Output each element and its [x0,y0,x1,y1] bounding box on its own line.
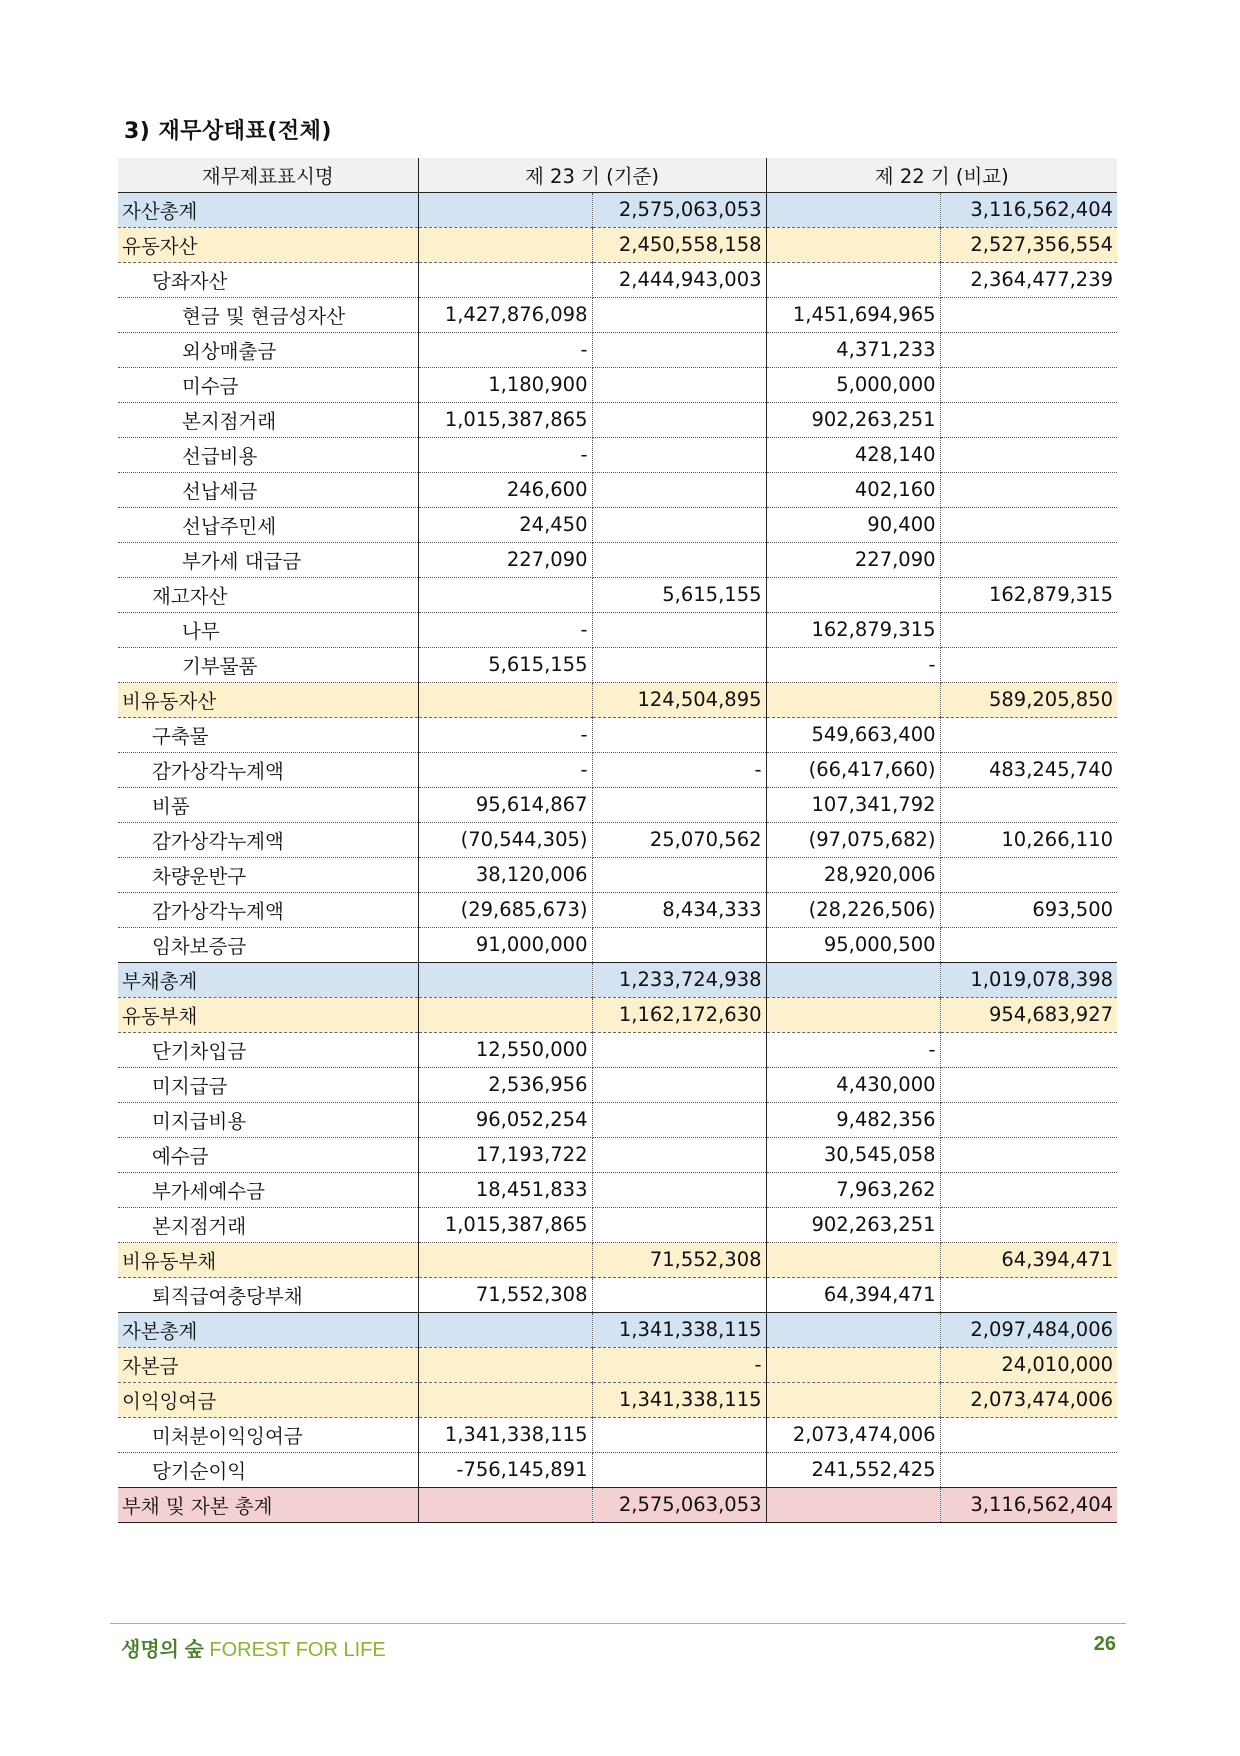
current-detail-cell: - [418,612,592,647]
account-name-cell: 자본총계 [118,1312,418,1347]
account-name-cell: 부채총계 [118,962,418,997]
previous-subtotal-cell: 483,245,740 [940,752,1117,787]
table-row [118,1417,1117,1452]
table-row [118,1312,1117,1347]
current-subtotal-cell [592,717,766,752]
previous-detail-cell: (97,075,682) [766,822,940,857]
current-subtotal-cell: - [592,1347,766,1382]
table-row [118,1172,1117,1207]
current-detail-cell: 71,552,308 [418,1277,592,1312]
current-subtotal-cell [592,367,766,402]
account-name-cell: 미지급비용 [118,1102,418,1137]
current-subtotal-cell [592,507,766,542]
previous-subtotal-cell [940,1102,1117,1137]
footer-org-english: FOREST FOR LIFE [209,1639,386,1661]
current-detail-cell: 1,015,387,865 [418,1207,592,1242]
table-row [118,472,1117,507]
account-name-cell: 미수금 [118,367,418,402]
previous-detail-cell [766,227,940,262]
current-detail-cell: 1,427,876,098 [418,297,592,332]
current-detail-cell: 227,090 [418,542,592,577]
current-detail-cell: (29,685,673) [418,892,592,927]
current-subtotal-cell [592,1277,766,1312]
previous-detail-cell: 902,263,251 [766,402,940,437]
table-row [118,297,1117,332]
previous-detail-cell [766,192,940,227]
current-subtotal-cell [592,612,766,647]
current-detail-cell: - [418,717,592,752]
current-detail-cell [418,962,592,997]
account-name-cell: 임차보증금 [118,927,418,962]
table-row [118,1067,1117,1102]
previous-detail-cell: 90,400 [766,507,940,542]
table-row [118,1032,1117,1067]
current-subtotal-cell [592,437,766,472]
table-row [118,612,1117,647]
table-row [118,1137,1117,1172]
previous-subtotal-cell: 3,116,562,404 [940,192,1117,227]
current-detail-cell: 18,451,833 [418,1172,592,1207]
previous-detail-cell: 28,920,006 [766,857,940,892]
previous-detail-cell: 2,073,474,006 [766,1417,940,1452]
previous-subtotal-cell: 2,097,484,006 [940,1312,1117,1347]
account-name-cell: 감가상각누계액 [118,892,418,927]
table-row [118,1207,1117,1242]
account-name-cell: 외상매출금 [118,332,418,367]
current-subtotal-cell: 1,341,338,115 [592,1312,766,1347]
current-detail-cell [418,262,592,297]
current-detail-cell: 5,615,155 [418,647,592,682]
account-name-cell: 부채 및 자본 총계 [118,1487,418,1522]
table-row [118,1277,1117,1312]
table-row [118,822,1117,857]
previous-detail-cell [766,577,940,612]
table-row [118,1487,1117,1522]
account-name-cell: 기부물품 [118,647,418,682]
previous-subtotal-cell [940,927,1117,962]
previous-subtotal-cell [940,1067,1117,1102]
account-name-cell: 선급비용 [118,437,418,472]
previous-detail-cell: 5,000,000 [766,367,940,402]
current-detail-cell [418,997,592,1032]
current-detail-cell [418,192,592,227]
previous-subtotal-cell [940,542,1117,577]
account-name-cell: 단기차입금 [118,1032,418,1067]
previous-detail-cell [766,1382,940,1417]
current-subtotal-cell: 1,341,338,115 [592,1382,766,1417]
table-row [118,997,1117,1032]
table-row [118,962,1117,997]
previous-detail-cell [766,1347,940,1382]
table-row [118,752,1117,787]
table-row [118,367,1117,402]
current-detail-cell [418,1382,592,1417]
previous-subtotal-cell [940,612,1117,647]
previous-subtotal-cell [940,1207,1117,1242]
table-row [118,717,1117,752]
current-detail-cell [418,227,592,262]
table-row [118,892,1117,927]
account-name-cell: 비품 [118,787,418,822]
table-row [118,437,1117,472]
previous-detail-cell: 64,394,471 [766,1277,940,1312]
table-row [118,402,1117,437]
previous-detail-cell: 7,963,262 [766,1172,940,1207]
account-name-cell: 부가세 대급금 [118,542,418,577]
account-name-cell: 본지점거래 [118,402,418,437]
table-row [118,227,1117,262]
footer-brand [121,1633,386,1662]
current-subtotal-cell [592,472,766,507]
current-subtotal-cell [592,1067,766,1102]
table-row [118,542,1117,577]
table-body [118,192,1117,1522]
previous-subtotal-cell [940,1417,1117,1452]
previous-subtotal-cell: 64,394,471 [940,1242,1117,1277]
previous-detail-cell: 30,545,058 [766,1137,940,1172]
current-detail-cell [418,1347,592,1382]
account-name-cell: 본지점거래 [118,1207,418,1242]
previous-subtotal-cell [940,402,1117,437]
footer-divider [110,1623,1126,1624]
current-subtotal-cell: 2,575,063,053 [592,192,766,227]
account-name-cell: 나무 [118,612,418,647]
previous-detail-cell: 428,140 [766,437,940,472]
current-detail-cell: - [418,332,592,367]
account-name-cell: 감가상각누계액 [118,752,418,787]
account-name-cell: 부가세예수금 [118,1172,418,1207]
current-subtotal-cell [592,542,766,577]
account-name-cell: 현금 및 현금성자산 [118,297,418,332]
table-header-row [118,158,1117,192]
current-detail-cell: (70,544,305) [418,822,592,857]
previous-subtotal-cell: 693,500 [940,892,1117,927]
table-row [118,682,1117,717]
current-subtotal-cell [592,1032,766,1067]
table-row [118,927,1117,962]
current-detail-cell: 91,000,000 [418,927,592,962]
current-subtotal-cell [592,1452,766,1487]
table-row [118,647,1117,682]
previous-subtotal-cell [940,647,1117,682]
current-subtotal-cell: 25,070,562 [592,822,766,857]
financial-position-table [118,158,1117,1523]
header-current-period: 제 23 기 (기준) [418,158,766,192]
table-row [118,332,1117,367]
previous-detail-cell: 162,879,315 [766,612,940,647]
current-detail-cell: - [418,437,592,472]
current-subtotal-cell [592,647,766,682]
previous-detail-cell: 402,160 [766,472,940,507]
current-subtotal-cell [592,787,766,822]
current-detail-cell: 96,052,254 [418,1102,592,1137]
previous-detail-cell: 95,000,500 [766,927,940,962]
table-row [118,1347,1117,1382]
current-detail-cell [418,1312,592,1347]
previous-subtotal-cell [940,367,1117,402]
account-name-cell: 비유동부채 [118,1242,418,1277]
account-name-cell: 예수금 [118,1137,418,1172]
current-detail-cell: 1,341,338,115 [418,1417,592,1452]
table-row [118,857,1117,892]
current-detail-cell: 17,193,722 [418,1137,592,1172]
current-subtotal-cell: 1,233,724,938 [592,962,766,997]
previous-subtotal-cell [940,437,1117,472]
previous-detail-cell [766,1242,940,1277]
account-name-cell: 자산총계 [118,192,418,227]
previous-subtotal-cell [940,857,1117,892]
previous-subtotal-cell [940,1032,1117,1067]
current-detail-cell [418,1242,592,1277]
current-detail-cell: 246,600 [418,472,592,507]
current-detail-cell: 1,180,900 [418,367,592,402]
current-detail-cell: 12,550,000 [418,1032,592,1067]
current-detail-cell: 1,015,387,865 [418,402,592,437]
current-subtotal-cell [592,1102,766,1137]
previous-subtotal-cell [940,717,1117,752]
current-detail-cell [418,1487,592,1522]
current-subtotal-cell [592,927,766,962]
section-title: 3) 재무상태표(전체) [124,119,332,144]
current-subtotal-cell [592,1172,766,1207]
table-row [118,1382,1117,1417]
current-subtotal-cell: 8,434,333 [592,892,766,927]
header-previous-period: 제 22 기 (비교) [766,158,1117,192]
current-subtotal-cell: 2,575,063,053 [592,1487,766,1522]
table-row [118,1102,1117,1137]
current-subtotal-cell: 2,444,943,003 [592,262,766,297]
previous-detail-cell: 227,090 [766,542,940,577]
previous-subtotal-cell: 2,073,474,006 [940,1382,1117,1417]
page-number: 26 [1093,1633,1116,1655]
previous-subtotal-cell: 2,364,477,239 [940,262,1117,297]
previous-subtotal-cell: 589,205,850 [940,682,1117,717]
previous-subtotal-cell [940,507,1117,542]
current-subtotal-cell: 5,615,155 [592,577,766,612]
account-name-cell: 퇴직급여충당부채 [118,1277,418,1312]
previous-subtotal-cell: 954,683,927 [940,997,1117,1032]
account-name-cell: 감가상각누계액 [118,822,418,857]
header-account-name: 재무제표표시명 [118,158,418,192]
current-detail-cell: 38,120,006 [418,857,592,892]
account-name-cell: 자본금 [118,1347,418,1382]
table-row [118,507,1117,542]
account-name-cell: 미지급금 [118,1067,418,1102]
current-subtotal-cell [592,857,766,892]
account-name-cell: 이익잉여금 [118,1382,418,1417]
current-subtotal-cell: 71,552,308 [592,1242,766,1277]
account-name-cell: 당좌자산 [118,262,418,297]
previous-detail-cell: 107,341,792 [766,787,940,822]
current-detail-cell [418,577,592,612]
current-subtotal-cell: 2,450,558,158 [592,227,766,262]
previous-detail-cell: 4,371,233 [766,332,940,367]
previous-detail-cell: - [766,647,940,682]
previous-subtotal-cell: 2,527,356,554 [940,227,1117,262]
current-subtotal-cell [592,297,766,332]
previous-detail-cell: (28,226,506) [766,892,940,927]
previous-detail-cell [766,262,940,297]
current-subtotal-cell [592,402,766,437]
table-row [118,1452,1117,1487]
table-row [118,192,1117,227]
previous-subtotal-cell: 3,116,562,404 [940,1487,1117,1522]
current-detail-cell: 2,536,956 [418,1067,592,1102]
table-row [118,1242,1117,1277]
previous-detail-cell: - [766,1032,940,1067]
previous-subtotal-cell: 1,019,078,398 [940,962,1117,997]
previous-subtotal-cell [940,332,1117,367]
current-detail-cell: - [418,752,592,787]
current-subtotal-cell [592,1137,766,1172]
previous-detail-cell: (66,417,660) [766,752,940,787]
account-name-cell: 선납세금 [118,472,418,507]
previous-detail-cell: 4,430,000 [766,1067,940,1102]
previous-detail-cell: 902,263,251 [766,1207,940,1242]
previous-subtotal-cell [940,297,1117,332]
account-name-cell: 재고자산 [118,577,418,612]
current-detail-cell [418,682,592,717]
previous-subtotal-cell [940,787,1117,822]
current-subtotal-cell [592,332,766,367]
account-name-cell: 유동부채 [118,997,418,1032]
account-name-cell: 당기순이익 [118,1452,418,1487]
previous-subtotal-cell [940,1137,1117,1172]
current-subtotal-cell: 124,504,895 [592,682,766,717]
account-name-cell: 미처분이익잉여금 [118,1417,418,1452]
previous-detail-cell [766,1312,940,1347]
previous-subtotal-cell [940,1277,1117,1312]
previous-subtotal-cell [940,472,1117,507]
previous-detail-cell [766,962,940,997]
previous-subtotal-cell: 24,010,000 [940,1347,1117,1382]
previous-subtotal-cell [940,1452,1117,1487]
previous-detail-cell: 549,663,400 [766,717,940,752]
table-row [118,577,1117,612]
previous-subtotal-cell: 162,879,315 [940,577,1117,612]
footer-org-korean: 생명의 숲 [121,1639,204,1661]
table-row [118,262,1117,297]
account-name-cell: 차량운반구 [118,857,418,892]
previous-detail-cell [766,682,940,717]
previous-detail-cell: 1,451,694,965 [766,297,940,332]
current-subtotal-cell: - [592,752,766,787]
previous-subtotal-cell [940,1172,1117,1207]
previous-subtotal-cell: 10,266,110 [940,822,1117,857]
current-detail-cell: -756,145,891 [418,1452,592,1487]
previous-detail-cell [766,997,940,1032]
current-detail-cell: 95,614,867 [418,787,592,822]
previous-detail-cell: 9,482,356 [766,1102,940,1137]
previous-detail-cell: 241,552,425 [766,1452,940,1487]
current-subtotal-cell [592,1207,766,1242]
previous-detail-cell [766,1487,940,1522]
table-row [118,787,1117,822]
account-name-cell: 비유동자산 [118,682,418,717]
current-subtotal-cell [592,1417,766,1452]
current-subtotal-cell: 1,162,172,630 [592,997,766,1032]
account-name-cell: 유동자산 [118,227,418,262]
current-detail-cell: 24,450 [418,507,592,542]
account-name-cell: 선납주민세 [118,507,418,542]
account-name-cell: 구축물 [118,717,418,752]
